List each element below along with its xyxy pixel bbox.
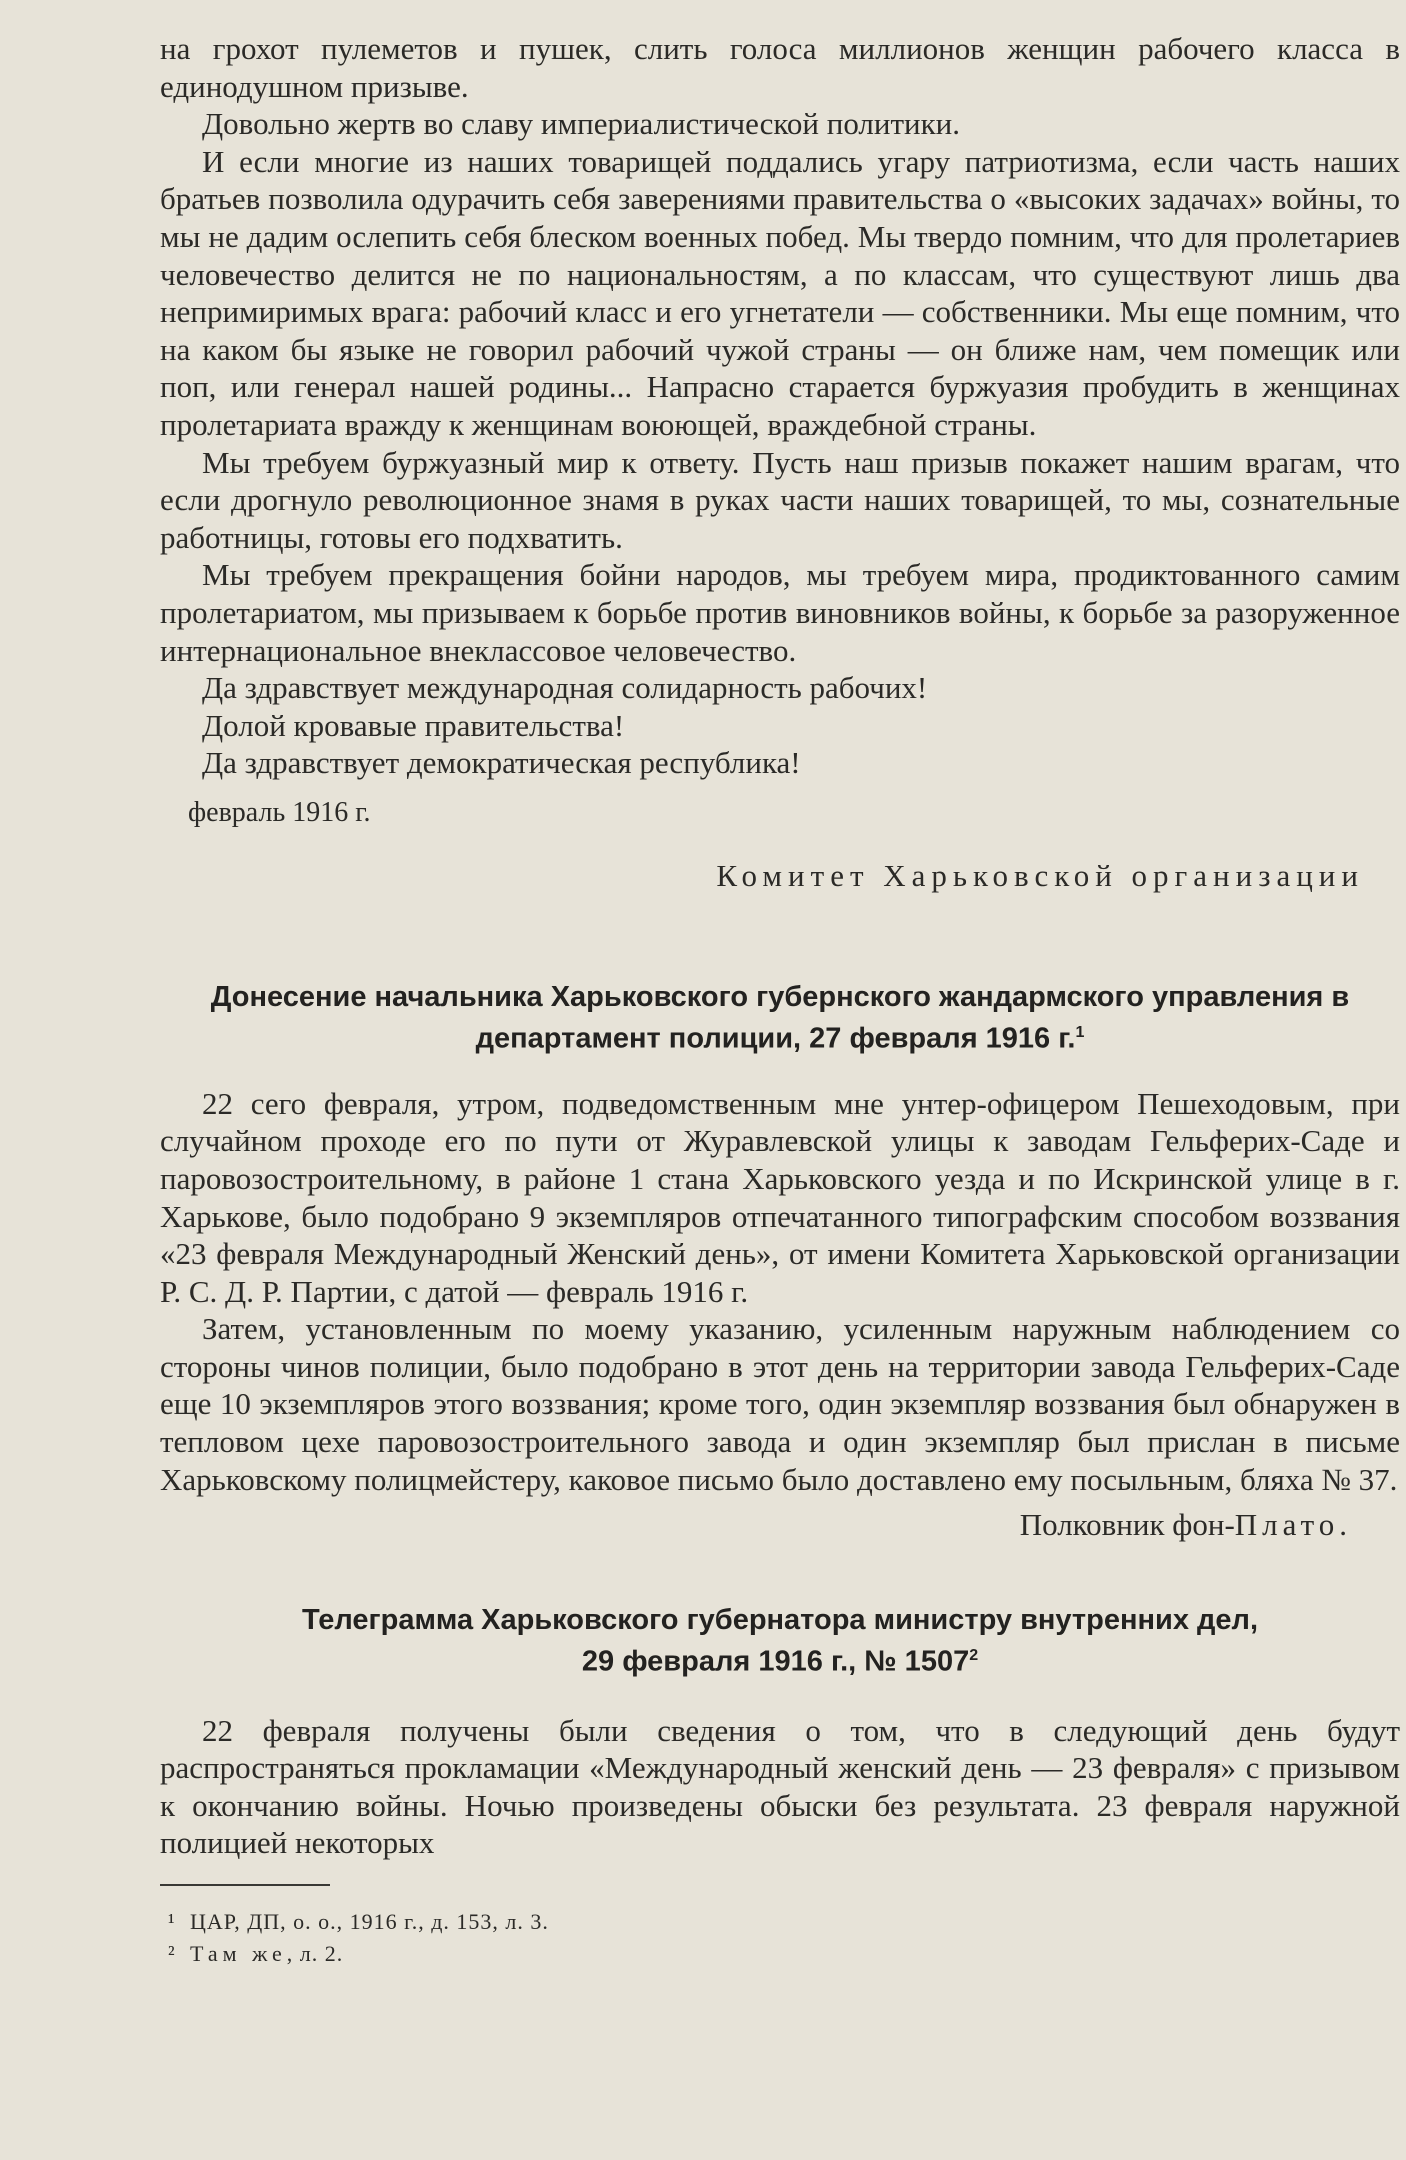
paragraph: Мы требуем прекращения бойни народов, мы требуем мира, продиктованного самим пролетариатом, мы призываем к борьбе против виновников войны, к борьбе за разоруженное интернациональное внеклассовое человечество. [160,557,1400,668]
slogan: Долой кровавые правительства! [202,707,625,743]
footnote-mark: ¹ [168,1908,176,1934]
paragraph: Довольно жертв во славу империалистической политики. [202,106,961,142]
telegram-heading-line1: Телеграмма Харьковского губернатора министру внутренних дел, [301,1603,1259,1636]
paragraph: Мы требуем буржуазный мир к ответу. Пусть наш призыв покажет нашим врагам, что если дрогнуло революционное знамя в руках части наших товарищей, то мы, сознательные работницы, готовы его подхватить. [160,444,1400,555]
signature-name: Плато. [1234,1507,1352,1543]
paragraph: 22 февраля получены были сведения о том, что в следующий день будут распространяться прокламации «Международный женский день — 23 февраля» с призывом к окончанию войны. Ночью произведены обыски без результата. 23 февраля наружной полицией некоторых [160,1712,1400,1861]
report-signature [160,1506,1352,1544]
report-heading [160,979,1400,1057]
footnote-ref: 1 [1075,1024,1085,1042]
slogan: Да здравствует демократическая республика! [202,745,801,781]
leaflet-date: февраль 1916 г. [188,796,371,828]
footnote [160,1938,1400,1970]
footnote [160,1906,1400,1938]
report-heading-text: Донесение начальника Харьковского губернского жандармского управления в департамент полиции, 27 февраля 1916 г. [210,981,1350,1055]
text-column [160,30,1400,1970]
telegram-heading-line2: 29 февраля 1916 г., № 1507 [581,1645,970,1678]
paragraph: на грохот пулеметов и пушек, слить голоса миллионов женщин рабочего класса в единодушном призыве. [160,31,1400,104]
footnote-mark: ² [168,1940,176,1966]
slogan: Да здравствует международная солидарность рабочих! [202,670,928,706]
report-section [160,979,1400,1544]
leaflet-signature: Комитет Харьковской организации [716,858,1364,894]
telegram-section [160,1602,1400,1862]
leaflet-continuation [160,30,1400,895]
telegram-heading [160,1602,1400,1680]
paragraph: Затем, установленным по моему указанию, усиленным наружным наблюдением со стороны чинов полиции, было подобрано в этот день на территории завода Гельферих-Саде еще 10 экземпляров этого воззвания; кроме того, один экземпляр воззвания был обнаружен в тепловом цехе паровозостроительного завода и один экземпляр был прислан в письме Харьковскому полицмейстеру, каковое письмо было доставлено ему посыльным, бляха № 37. [160,1311,1400,1497]
footnote-text: , л. 2. [286,1940,344,1966]
footnote-ref: 2 [969,1646,979,1664]
signature-rank: Полковник фон- [1019,1507,1235,1543]
paragraph: 22 сего февраля, утром, подведомственным мне унтер-офицером Пешеходовым, при случайном проходе его по пути от Журавлевской улицы к заводам Гельферих-Саде и паровозостроительному, в районе 1 стана Харьковского уезда и по Искринской улице в г. Харькове, было подобрано 9 экземпляров отпечатанного типографским способом воззвания «23 февраля Международный Женский день», от имени Комитета Харьковской организации Р. С. Д. Р. Партии, с датой — февраль 1916 г. [160,1085,1400,1309]
footnote-divider [160,1884,330,1886]
paragraph: И если многие из наших товарищей поддались угару патриотизма, если часть наших братьев позволила одурачить себя заверениями правительства о «высоких задачах» войны, то мы не дадим ослепить себя блеском военных побед. Мы твердо помним, что для пролетариев человечество делится не по национальностям, а по классам, что существуют лишь два непримиримых врага: рабочий класс и его угнетатели — собственники. Мы еще помним, что на каком бы языке не говорил рабочий чужой страны — он ближе нам, чем помещик или поп, или генерал нашей родины... Напрасно старается буржуазия пробудить в женщинах пролетариата вражду к женщинам воюющей, враждебной страны. [160,143,1400,442]
footnote-text: ЦАР, ДП, о. о., 1916 г., д. 153, л. 3. [190,1908,549,1934]
footnote-lead: Там же [190,1940,287,1966]
